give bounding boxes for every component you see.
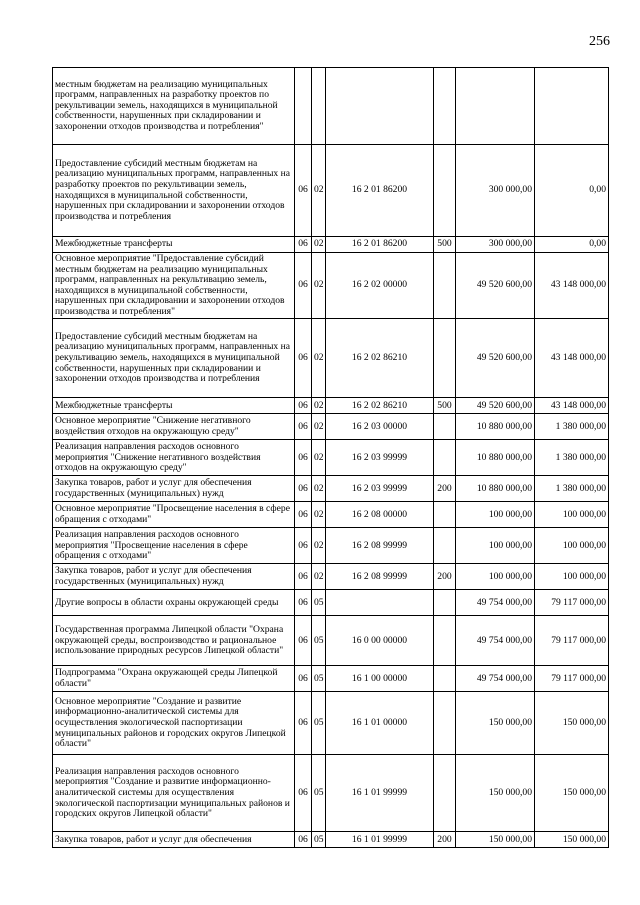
row-expense-type (434, 692, 456, 755)
row-amount-year1: 49 754 000,00 (456, 666, 535, 692)
row-amount-year2: 79 117 000,00 (535, 666, 609, 692)
row-amount-year1: 49 520 600,00 (456, 319, 535, 398)
table-row (53, 319, 609, 398)
row-name: Предоставление субсидий местным бюджетам на реализацию муниципальных программ, направленных на рекультивацию земель, находящихся в муниципальной собственности, нарушенных при складировании и захоронении отходов производства и потребления (53, 319, 295, 398)
row-target-code: 16 2 08 99999 (326, 528, 434, 564)
budget-table (52, 67, 609, 848)
row-amount-year2: 79 117 000,00 (535, 616, 609, 666)
row-name: Другие вопросы в области охраны окружающей среды (53, 590, 295, 616)
row-target-code: 16 2 02 86210 (326, 398, 434, 414)
row-subsection: 05 (312, 590, 326, 616)
table-row (53, 414, 609, 440)
row-name: Основное мероприятие "Просвещение населения в сфере обращения с отходами" (53, 502, 295, 528)
row-target-code: 16 1 01 99999 (326, 832, 434, 848)
row-amount-year2: 1 380 000,00 (535, 414, 609, 440)
row-subsection: 02 (312, 414, 326, 440)
table-row (53, 564, 609, 590)
row-amount-year1: 10 880 000,00 (456, 476, 535, 502)
row-name: Закупка товаров, работ и услуг для обеспечения государственных (муниципальных) нужд (53, 564, 295, 590)
row-amount-year2: 1 380 000,00 (535, 476, 609, 502)
row-target-code: 16 2 01 86200 (326, 237, 434, 253)
row-name: Государственная программа Липецкой области "Охрана окружающей среды, воспроизводство и рациональное использование природных ресурсов Липецкой области" (53, 616, 295, 666)
row-amount-year2: 43 148 000,00 (535, 398, 609, 414)
row-subsection: 05 (312, 832, 326, 848)
row-target-code (326, 68, 434, 145)
row-subsection: 02 (312, 440, 326, 476)
row-target-code (326, 590, 434, 616)
row-section: 06 (295, 476, 312, 502)
row-section: 06 (295, 398, 312, 414)
row-expense-type (434, 440, 456, 476)
row-name: местным бюджетам на реализацию муниципальных программ, направленных на разработку проектов по рекультивации земель, находящихся в муниципальной собственности, нарушенных при складировании и захоронении отходов производства и потребления" (53, 68, 295, 145)
row-amount-year1 (456, 68, 535, 145)
row-section: 06 (295, 692, 312, 755)
row-subsection: 02 (312, 145, 326, 237)
row-amount-year2: 0,00 (535, 145, 609, 237)
table-row (53, 68, 609, 145)
row-name: Предоставление субсидий местным бюджетам на реализацию муниципальных программ, направленных на разработку проектов по рекультивации земель, находящихся в муниципальной собственности, нарушенных при складировании и захоронении отходов производства и потребления (53, 145, 295, 237)
row-amount-year1: 49 754 000,00 (456, 590, 535, 616)
row-amount-year1: 10 880 000,00 (456, 440, 535, 476)
row-section: 06 (295, 237, 312, 253)
row-amount-year1: 300 000,00 (456, 145, 535, 237)
row-expense-type (434, 528, 456, 564)
row-target-code: 16 2 01 86200 (326, 145, 434, 237)
row-name: Межбюджетные трансферты (53, 398, 295, 414)
row-target-code: 16 2 02 86210 (326, 319, 434, 398)
row-subsection: 05 (312, 692, 326, 755)
row-subsection: 02 (312, 319, 326, 398)
row-subsection: 02 (312, 398, 326, 414)
row-target-code: 16 2 03 00000 (326, 414, 434, 440)
row-amount-year2: 150 000,00 (535, 755, 609, 832)
row-name: Основное мероприятие "Снижение негативного воздействия отходов на окружающую среду" (53, 414, 295, 440)
row-subsection (312, 68, 326, 145)
row-amount-year1: 49 754 000,00 (456, 616, 535, 666)
row-expense-type (434, 616, 456, 666)
row-expense-type (434, 755, 456, 832)
table-row (53, 476, 609, 502)
row-amount-year1: 49 520 600,00 (456, 398, 535, 414)
row-target-code: 16 2 03 99999 (326, 476, 434, 502)
row-amount-year1: 100 000,00 (456, 564, 535, 590)
row-expense-type: 200 (434, 476, 456, 502)
row-expense-type (434, 319, 456, 398)
row-target-code: 16 2 08 00000 (326, 502, 434, 528)
row-section: 06 (295, 502, 312, 528)
row-target-code: 16 2 08 99999 (326, 564, 434, 590)
row-name: Межбюджетные трансферты (53, 237, 295, 253)
row-section: 06 (295, 564, 312, 590)
table-row (53, 398, 609, 414)
row-target-code: 16 1 01 00000 (326, 692, 434, 755)
row-amount-year1: 150 000,00 (456, 755, 535, 832)
row-subsection: 05 (312, 755, 326, 832)
row-section (295, 68, 312, 145)
row-name: Основное мероприятие "Предоставление субсидий местным бюджетам на реализацию муниципальных программ, направленных на рекультивацию земель, находящихся в муниципальной собственности, нарушенных при складировании и захоронении отходов производства и потребления" (53, 253, 295, 319)
row-amount-year1: 10 880 000,00 (456, 414, 535, 440)
row-name: Подпрограмма "Охрана окружающей среды Липецкой области" (53, 666, 295, 692)
table-row (53, 528, 609, 564)
row-subsection: 05 (312, 616, 326, 666)
row-name: Реализация направления расходов основного мероприятия "Снижение негативного воздействия отходов на окружающую среду" (53, 440, 295, 476)
row-name: Реализация направления расходов основного мероприятия "Создание и развитие информационно-аналитической системы для осуществления экологической паспортизации муниципальных районов и городских округов Липецкой области" (53, 755, 295, 832)
page-number: 256 (589, 34, 610, 49)
row-amount-year2: 150 000,00 (535, 832, 609, 848)
row-amount-year2: 79 117 000,00 (535, 590, 609, 616)
row-amount-year1: 100 000,00 (456, 502, 535, 528)
row-target-code: 16 1 01 99999 (326, 755, 434, 832)
row-section: 06 (295, 319, 312, 398)
table-row (53, 502, 609, 528)
row-expense-type (434, 68, 456, 145)
table-row (53, 616, 609, 666)
table-row (53, 755, 609, 832)
row-section: 06 (295, 832, 312, 848)
row-subsection: 02 (312, 528, 326, 564)
row-amount-year1: 150 000,00 (456, 832, 535, 848)
table-row (53, 253, 609, 319)
row-section: 06 (295, 590, 312, 616)
row-amount-year2: 150 000,00 (535, 692, 609, 755)
row-subsection: 02 (312, 237, 326, 253)
row-amount-year1: 100 000,00 (456, 528, 535, 564)
row-subsection: 02 (312, 564, 326, 590)
row-amount-year2: 43 148 000,00 (535, 319, 609, 398)
table-row (53, 145, 609, 237)
row-expense-type (434, 666, 456, 692)
row-expense-type: 200 (434, 832, 456, 848)
row-amount-year2: 0,00 (535, 237, 609, 253)
row-target-code: 16 2 03 99999 (326, 440, 434, 476)
row-amount-year2 (535, 68, 609, 145)
row-expense-type: 500 (434, 398, 456, 414)
row-target-code: 16 0 00 00000 (326, 616, 434, 666)
row-target-code: 16 1 00 00000 (326, 666, 434, 692)
table-row (53, 692, 609, 755)
table-row (53, 666, 609, 692)
row-expense-type (434, 502, 456, 528)
row-subsection: 02 (312, 476, 326, 502)
row-name: Реализация направления расходов основного мероприятия "Просвещение населения в сфере обращения с отходами" (53, 528, 295, 564)
row-target-code: 16 2 02 00000 (326, 253, 434, 319)
row-amount-year1: 49 520 600,00 (456, 253, 535, 319)
row-section: 06 (295, 755, 312, 832)
row-name: Закупка товаров, работ и услуг для обеспечения государственных (муниципальных) нужд (53, 476, 295, 502)
row-amount-year1: 150 000,00 (456, 692, 535, 755)
row-expense-type: 200 (434, 564, 456, 590)
row-amount-year2: 43 148 000,00 (535, 253, 609, 319)
row-subsection: 05 (312, 666, 326, 692)
row-amount-year2: 100 000,00 (535, 502, 609, 528)
row-section: 06 (295, 616, 312, 666)
row-section: 06 (295, 666, 312, 692)
row-section: 06 (295, 528, 312, 564)
row-section: 06 (295, 414, 312, 440)
row-expense-type (434, 253, 456, 319)
table-row (53, 590, 609, 616)
row-name: Закупка товаров, работ и услуг для обеспечения (53, 832, 295, 848)
table-row (53, 832, 609, 848)
row-section: 06 (295, 145, 312, 237)
table-row (53, 440, 609, 476)
row-subsection: 02 (312, 253, 326, 319)
row-amount-year1: 300 000,00 (456, 237, 535, 253)
row-expense-type (434, 414, 456, 440)
row-name: Основное мероприятие "Создание и развитие информационно-аналитической системы для осуществления экологической паспортизации муниципальных районов и городских округов Липецкой области" (53, 692, 295, 755)
row-section: 06 (295, 253, 312, 319)
row-amount-year2: 100 000,00 (535, 528, 609, 564)
row-amount-year2: 1 380 000,00 (535, 440, 609, 476)
row-expense-type (434, 590, 456, 616)
row-section: 06 (295, 440, 312, 476)
row-expense-type: 500 (434, 237, 456, 253)
row-amount-year2: 100 000,00 (535, 564, 609, 590)
row-subsection: 02 (312, 502, 326, 528)
row-expense-type (434, 145, 456, 237)
table-row (53, 237, 609, 253)
